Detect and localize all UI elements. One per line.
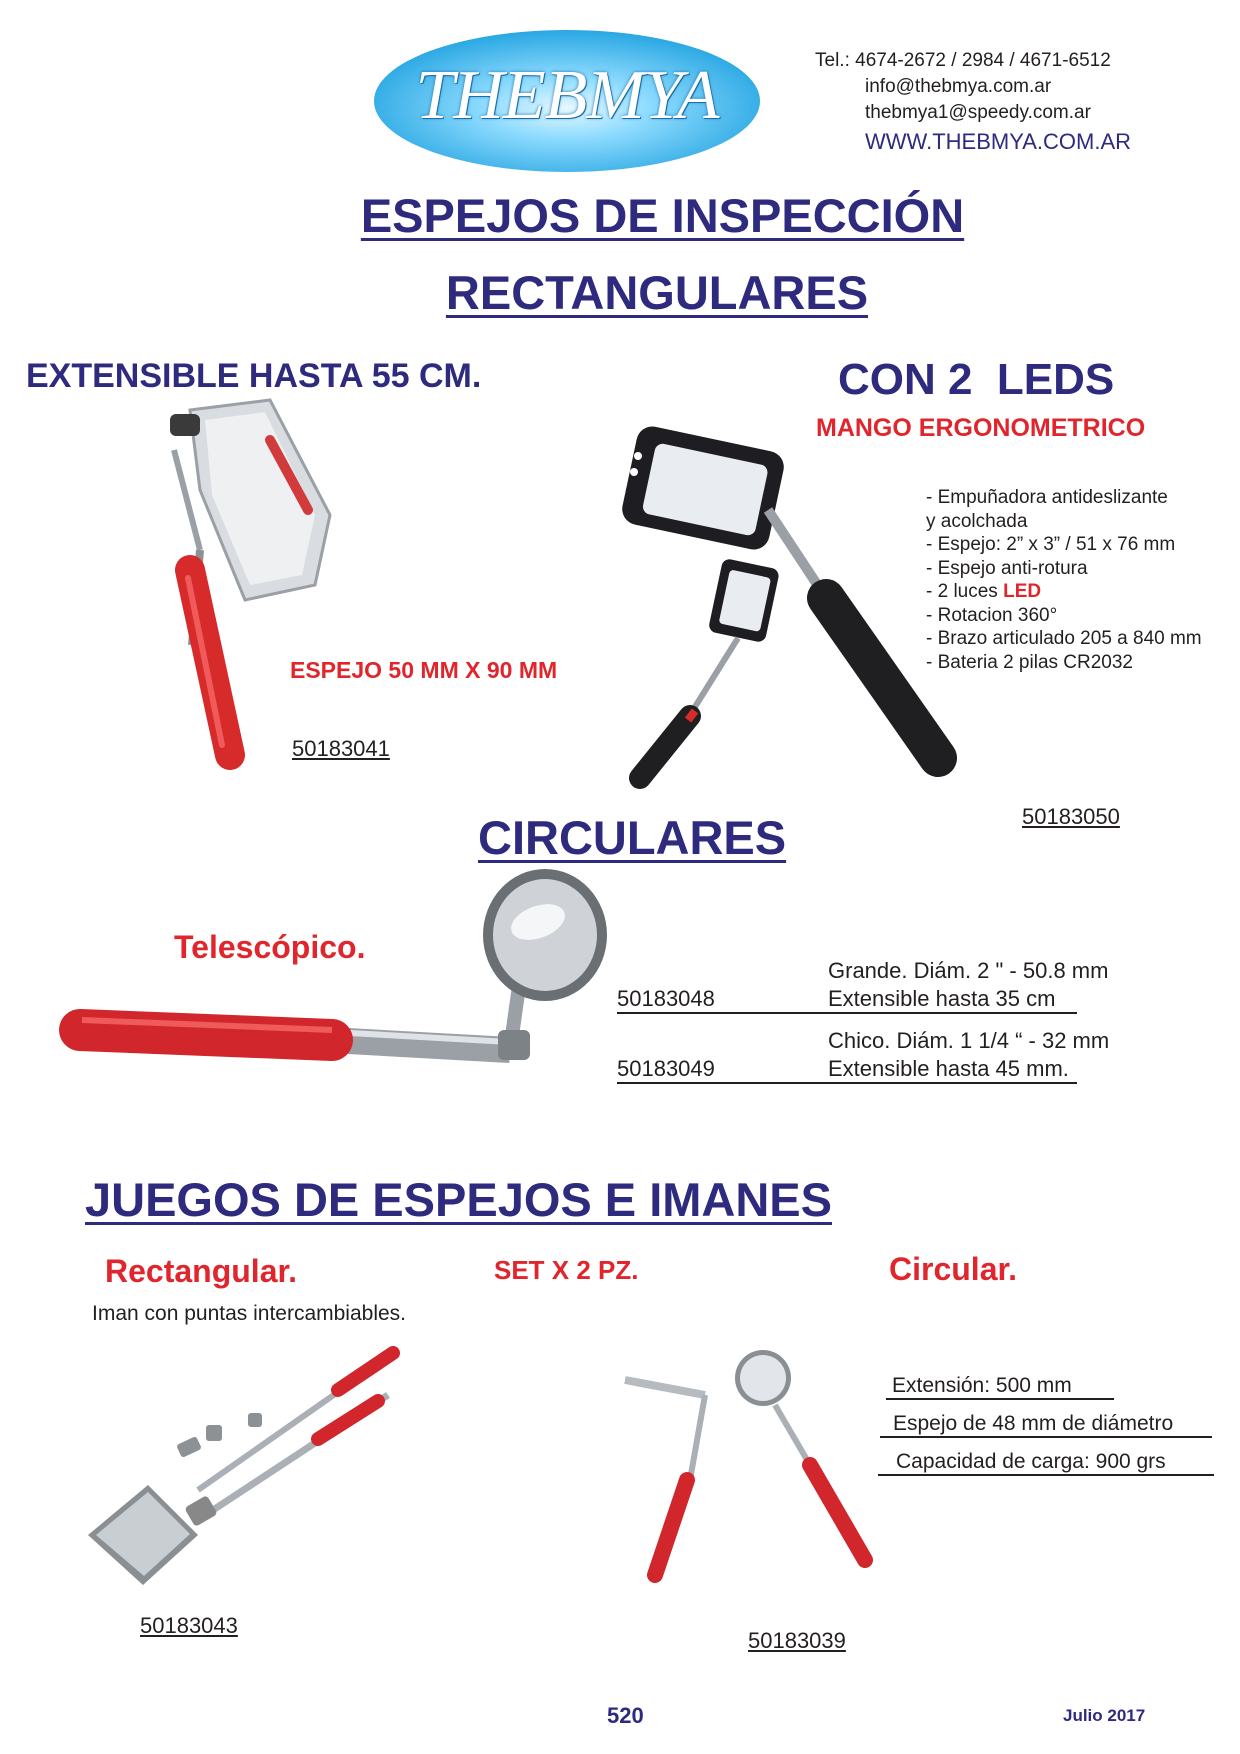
header-tel: Tel.: 4674-2672 / 2984 / 4671-6512 [815,50,1111,71]
leds-spec-3: - Espejo: 2” x 3” / 51 x 76 mm [926,534,1176,555]
telescopic-row-2-line1: Chico. Diám. 1 1/4 “ - 32 mm [828,1028,1110,1053]
header-website[interactable]: WWW.THEBMYA.COM.AR [865,129,1132,154]
set-quantity-label: SET X 2 PZ. [494,1255,639,1285]
leds-spec-led [926,580,1202,604]
telescopic-label: Telescópico. [174,929,366,965]
set-circ-rule-2 [880,1436,1212,1438]
set-circ-rule-3 [878,1474,1214,1476]
leds-spec-4: - Espejo anti-rotura [926,557,1088,579]
extensible-mirror-size: ESPEJO 50 MM X 90 MM [290,657,558,683]
extensible-mirror-image [150,400,340,770]
set-rectangular-label: Rectangular. [105,1253,298,1289]
header-email-1[interactable]: info@thebmya.com.ar [865,76,1052,97]
telescopic-row-1-line1: Grande. Diám. 2 " - 50.8 mm [828,958,1109,983]
extensible-heading: EXTENSIBLE HASTA 55 CM. [26,357,482,395]
leds-heading: CON 2 LEDS [838,355,1115,404]
set-circ-spec-1: Extensión: 500 mm [892,1374,1072,1397]
header-email-2[interactable]: thebmya1@speedy.com.ar [865,102,1091,123]
telescopic-rule-1 [617,1012,1077,1014]
set-circ-spec-2: Espejo de 48 mm de diámetro [893,1412,1174,1435]
set-circ-spec-3: Capacidad de carga: 900 grs [896,1450,1166,1473]
led-mirror-image [608,418,968,778]
set-rectangular-image [88,1335,408,1585]
product-code-50183039: 50183039 [748,1628,846,1653]
set-rectangular-desc: Iman con puntas intercambiables. [92,1302,407,1325]
logo-text: THEBMYA [415,57,719,134]
leds-spec-7: - Bateria 2 pilas CR2032 [926,651,1133,673]
telescopic-row-1-line2: Extensible hasta 35 cm [828,986,1056,1011]
set-circ-rule-1 [886,1398,1114,1400]
product-code-50183049: 50183049 [617,1056,715,1081]
telescopic-rule-2 [617,1082,1077,1084]
leds-spec-1: - Empuñadora antideslizante [926,487,1168,508]
product-code-50183048: 50183048 [617,986,715,1011]
set-circular-label: Circular. [889,1251,1018,1287]
section-title-circulares: CIRCULARES [478,811,787,864]
set-circular-image [615,1350,885,1590]
led-word: LED [1003,581,1042,602]
product-code-50183050: 50183050 [1022,804,1120,829]
leds-subheading: MANGO ERGONOMETRICO [816,414,1146,442]
leds-specs [926,486,1202,674]
product-code-50183041: 50183041 [292,736,390,761]
footer-date: Julio 2017 [1063,1706,1146,1725]
leds-spec-5: - Rotacion 360° [926,604,1058,626]
telescopic-mirror-image [70,870,610,1080]
leds-spec-led-prefix: - 2 luces [926,581,1004,602]
section-title-juegos: JUEGOS DE ESPEJOS E IMANES [85,1173,832,1226]
section-title-rectangulares: RECTANGULARES [445,266,869,319]
leds-spec-6: - Brazo articulado 205 a 840 mm [926,628,1202,649]
telescopic-row-2-line2: Extensible hasta 45 mm. [828,1056,1069,1081]
main-title: ESPEJOS DE INSPECCIÓN [360,189,965,242]
page-number: 520 [607,1703,644,1728]
product-code-50183043: 50183043 [140,1613,238,1638]
leds-spec-2: y acolchada [926,510,1028,532]
